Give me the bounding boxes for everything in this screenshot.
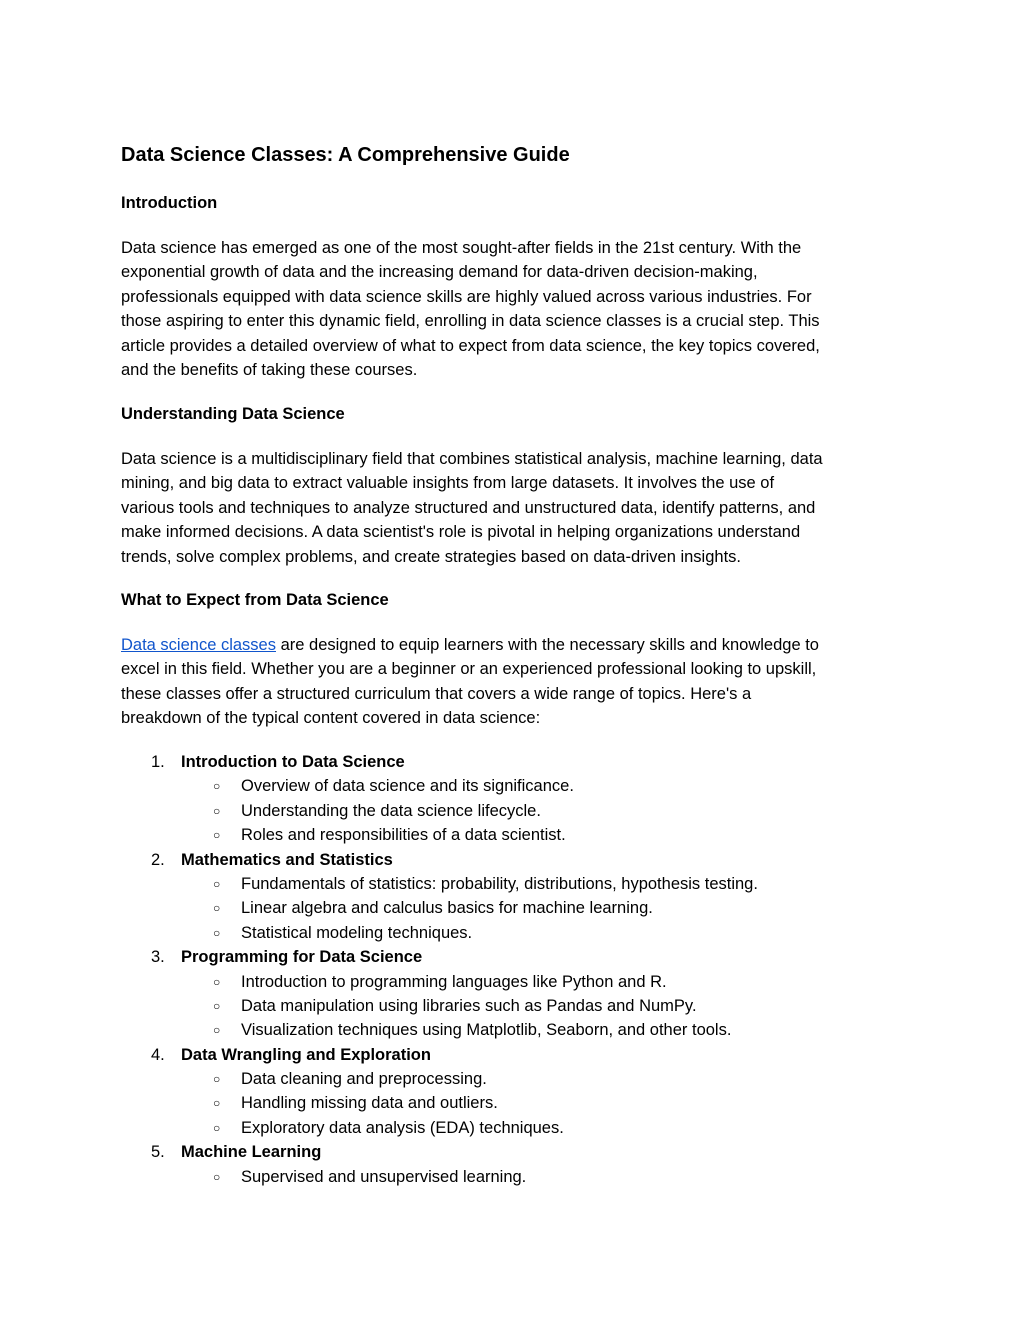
subtopic-item	[121, 1116, 911, 1140]
text-line: these classes offer a structured curriculum that covers a wide range of topics. Here's a	[121, 684, 752, 703]
text-line: and the benefits of taking these courses.	[121, 361, 418, 380]
topic-label: Mathematics and Statistics	[181, 850, 393, 869]
subtopic-text: Exploratory data analysis (EDA) techniques.	[241, 1118, 564, 1137]
subtopic-item	[121, 1091, 911, 1115]
hollow-bullet-icon: ○	[213, 1096, 221, 1111]
text-line: mining, and big data to extract valuable insights from large datasets. It involves the use of	[121, 474, 775, 493]
topic-number: 4.	[151, 1045, 165, 1064]
hollow-bullet-icon: ○	[213, 1072, 221, 1087]
topic-item	[121, 1043, 911, 1067]
document-title: Data Science Classes: A Comprehensive Guide	[121, 144, 570, 166]
heading-introduction: Introduction	[121, 194, 218, 212]
subtopic-item	[121, 921, 911, 945]
topic-label: Machine Learning	[181, 1143, 322, 1162]
subtopic-text: Introduction to programming languages like Python and R.	[241, 972, 667, 991]
subtopic-item	[121, 799, 911, 823]
hollow-bullet-icon: ○	[213, 974, 221, 989]
topic-number: 1.	[151, 753, 165, 771]
text-line: professionals equipped with data science skills are highly valued across various industries. For	[121, 287, 812, 306]
text-line: excel in this field. Whether you are a beginner or an experienced professional looking to upskill,	[121, 660, 817, 679]
topic-number: 5.	[151, 1143, 165, 1162]
subtopic-text: Handling missing data and outliers.	[241, 1094, 498, 1113]
topic-number: 2.	[151, 850, 165, 869]
topic-item	[121, 750, 911, 774]
text-fragment: are designed to equip learners with the necessary skills and knowledge to	[276, 636, 819, 654]
hollow-bullet-icon: ○	[213, 1169, 221, 1184]
subtopic-item	[121, 774, 911, 798]
subtopic-text: Understanding the data science lifecycle.	[241, 801, 541, 820]
topics-list	[121, 750, 911, 1189]
subtopic-text: Data manipulation using libraries such as Pandas and NumPy.	[241, 996, 697, 1015]
text-line: various tools and techniques to analyze structured and unstructured data, identify patterns, and	[121, 498, 816, 517]
subtopic-text: Data cleaning and preprocessing.	[241, 1070, 487, 1089]
topic-number: 3.	[151, 948, 165, 967]
hollow-bullet-icon: ○	[213, 998, 221, 1013]
subtopic-item	[121, 896, 911, 920]
paragraph-introduction	[121, 236, 911, 382]
subtopic-text: Linear algebra and calculus basics for machine learning.	[241, 899, 653, 918]
topic-item	[121, 848, 911, 872]
text-line: article provides a detailed overview of what to expect from data science, the key topics covered,	[121, 336, 820, 355]
hollow-bullet-icon: ○	[213, 828, 221, 843]
hollow-bullet-icon: ○	[213, 876, 221, 891]
hollow-bullet-icon: ○	[213, 1120, 221, 1135]
topic-label: Programming for Data Science	[181, 948, 423, 967]
text-line: those aspiring to enter this dynamic field, enrolling in data science classes is a crucial step. This	[121, 312, 820, 331]
text-line: Data science has emerged as one of the most sought-after fields in the 21st century. With the	[121, 239, 802, 257]
subtopic-item	[121, 872, 911, 896]
heading-understanding: Understanding Data Science	[121, 405, 345, 423]
subtopic-item	[121, 1067, 911, 1091]
subtopic-text: Roles and responsibilities of a data scientist.	[241, 826, 566, 845]
subtopic-item	[121, 1018, 911, 1042]
hollow-bullet-icon: ○	[213, 925, 221, 940]
hollow-bullet-icon: ○	[213, 779, 221, 794]
subtopic-item	[121, 823, 911, 847]
subtopic-item	[121, 970, 911, 994]
hollow-bullet-icon: ○	[213, 803, 221, 818]
text-line: Data science is a multidisciplinary field that combines statistical analysis, machine learning, data	[121, 450, 823, 468]
topic-item	[121, 945, 911, 969]
heading-what-to-expect: What to Expect from Data Science	[121, 591, 389, 609]
subtopic-item	[121, 994, 911, 1018]
subtopic-text: Statistical modeling techniques.	[241, 923, 473, 942]
hollow-bullet-icon: ○	[213, 1023, 221, 1038]
paragraph-understanding	[121, 447, 911, 569]
topic-label: Introduction to Data Science	[181, 753, 405, 771]
hollow-bullet-icon: ○	[213, 901, 221, 916]
subtopic-text: Fundamentals of statistics: probability, distributions, hypothesis testing.	[241, 874, 758, 893]
subtopic-item	[121, 1165, 911, 1189]
topic-label: Data Wrangling and Exploration	[181, 1045, 431, 1064]
data-science-classes-link[interactable]: Data science classes	[121, 636, 276, 654]
subtopic-text: Visualization techniques using Matplotlib, Seaborn, and other tools.	[241, 1021, 732, 1040]
text-line: trends, solve complex problems, and create strategies based on data-driven insights.	[121, 547, 741, 566]
topic-item	[121, 1140, 911, 1164]
text-line: make informed decisions. A data scientist's role is pivotal in helping organizations understand	[121, 523, 801, 542]
paragraph-what-to-expect	[121, 633, 911, 731]
subtopic-text: Supervised and unsupervised learning.	[241, 1167, 527, 1186]
text-line: breakdown of the typical content covered in data science:	[121, 709, 541, 728]
text-line: exponential growth of data and the increasing demand for data-driven decision-making,	[121, 263, 758, 282]
text-line	[121, 633, 911, 657]
subtopic-text: Overview of data science and its significance.	[241, 777, 574, 796]
